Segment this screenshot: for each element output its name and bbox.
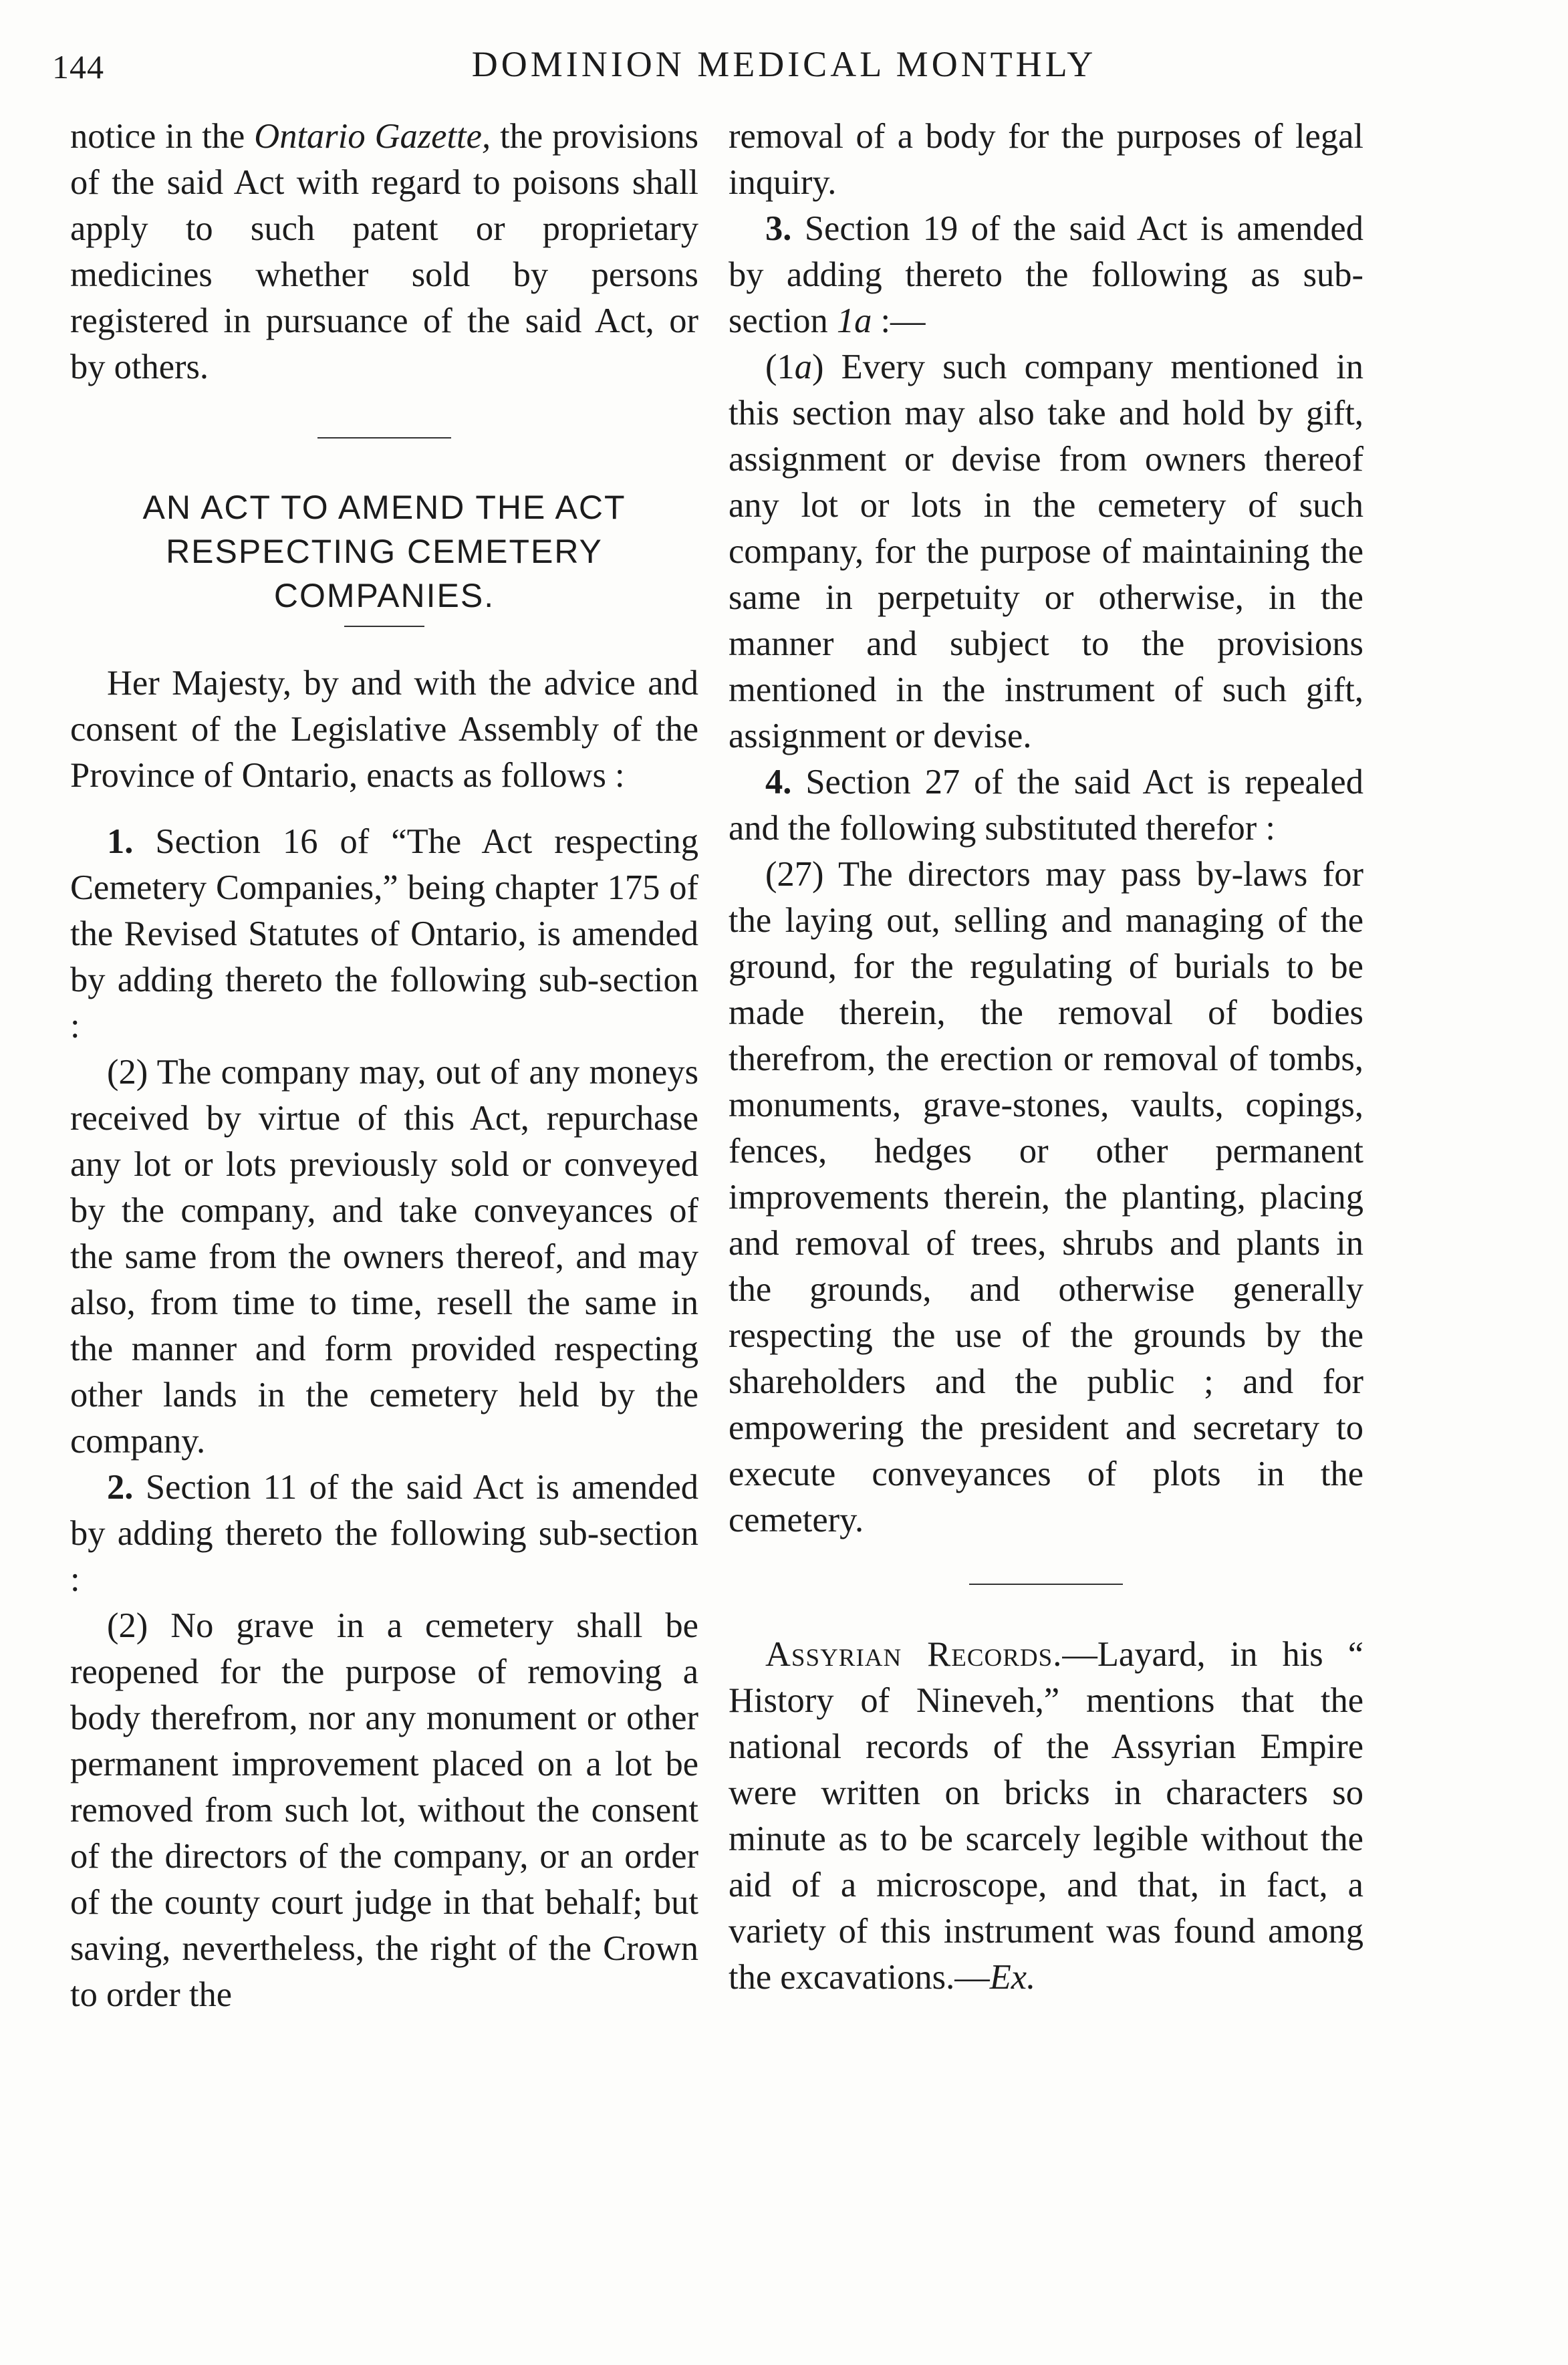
assyrian-records-source: Ex.: [989, 1958, 1036, 1997]
act-title-line-2: RESPECTING CEMETERY: [166, 533, 603, 570]
section-2-subsection: (2) No grave in a cemetery shall be reopened for the purpose of removing a body therefrom, nor any monument or other permanent improvement placed on a lot be removed from such lot, without the consent of the directors of the company, or an order of the county court judge in that behalf; but saving, nevertheless, the right of the Crown to order the: [70, 1606, 698, 2014]
section-3-label: 1a: [836, 301, 872, 340]
section-3-subsection: [729, 344, 1363, 759]
section-4-subsection: (27) The directors may pass by-laws for the laying out, selling and managing of the ground, for the regulating of burials to be made therein, the removal of bodies therefrom, the erection or removal of tombs, monuments, grave-stones, vaults, copings, fences, hedges or other permanent improvements therein, the planting, placing and removal of trees, shrubs and plants in the grounds, and otherwise generally respecting the use of the grounds by the shareholders and the public ; and for empowering the president and secretary to execute conveyances of plots in the cemetery.: [729, 855, 1363, 1539]
gazette-title: Ontario Gazette,: [254, 117, 491, 156]
enacting-clause: Her Majesty, by and with the advice and consent of the Legislative Assembly of the Province of Ontario, enacts as follows :: [70, 664, 698, 795]
assyrian-records-text: —Layard, in his “ History of Nineveh,” mentions that the national records of the Assyrian Empire were written on bricks in characters so minute as to be scarcely legible without the aid of a microscope, and that, in fact, a variety of this instrument was found among the excavations.—: [729, 1635, 1363, 1997]
section-1-number: 1.: [107, 822, 134, 861]
right-column: [729, 114, 1363, 2001]
act-title-line-1: AN ACT TO AMEND THE ACT: [142, 489, 626, 526]
section-1-text: Section 16 of “The Act respecting Cemetery Companies,” being chapter 175 of the Revised Statutes of Ontario, is amended by adding thereto the following sub-section :: [70, 822, 698, 1045]
intro-text-end: the provisions of the said Act with regard to poisons shall apply to such patent or proprietary medicines whether sold by persons registered in pursuance of the said Act, or by others.: [70, 117, 699, 386]
act-title-line-3: COMPANIES.: [273, 577, 495, 614]
separator-rule-right: [969, 1584, 1123, 1585]
section-2-number: 2.: [107, 1468, 134, 1507]
continuation-paragraph: removal of a body for the purposes of legal inquiry.: [729, 117, 1363, 202]
intro-paragraph: [70, 114, 698, 390]
running-header: [0, 37, 1568, 97]
section-4: [729, 759, 1363, 852]
section-3: [729, 206, 1363, 344]
section-2-text: Section 11 of the said Act is amended by adding thereto the following sub-section :: [70, 1468, 698, 1599]
left-column: [70, 114, 698, 2018]
section-3-text-end: :—: [872, 301, 926, 340]
section-3-sub-letter: a: [794, 348, 812, 386]
section-4-text: Section 27 of the said Act is repealed and the following substituted therefor :: [729, 763, 1363, 848]
assyrian-records-heading: Assyrian Records.: [765, 1635, 1063, 1674]
section-3-text: Section 19 of the said Act is amended by adding thereto the following as sub-section: [729, 209, 1363, 340]
assyrian-records-paragraph: [729, 1632, 1363, 2001]
page-number: 144: [52, 48, 104, 86]
section-3-number: 3.: [765, 209, 792, 248]
act-title: [70, 485, 698, 618]
section-2: [70, 1465, 698, 1603]
separator-rule: [317, 437, 451, 439]
intro-text-start: notice in the: [70, 117, 255, 156]
section-1-subsection: (2) The company may, out of any moneys received by virtue of this Act, repurchase any lot or lots previously sold or conveyed by the company, and take conveyances of the same from the owners thereof, and may also, from time to time, resell the same in the manner and form provided respecting other lands in the cemetery held by the company.: [70, 1053, 698, 1461]
section-4-number: 4.: [765, 763, 792, 801]
title-rule: [344, 626, 424, 627]
section-1: [70, 819, 698, 1049]
journal-title: DOMINION MEDICAL MONTHLY: [471, 44, 1097, 84]
section-3-sub-body: ) Every such company mentioned in this section may also take and hold by gift, assignment or devise from owners thereof any lot or lots in the cemetery of such company, for the purpose of maintaining the same in perpetuity or otherwise, in the manner and subject to the provisions mentioned in the instrument of such gift, assignment or devise.: [729, 348, 1363, 755]
section-3-sub-open: (1: [765, 348, 795, 386]
